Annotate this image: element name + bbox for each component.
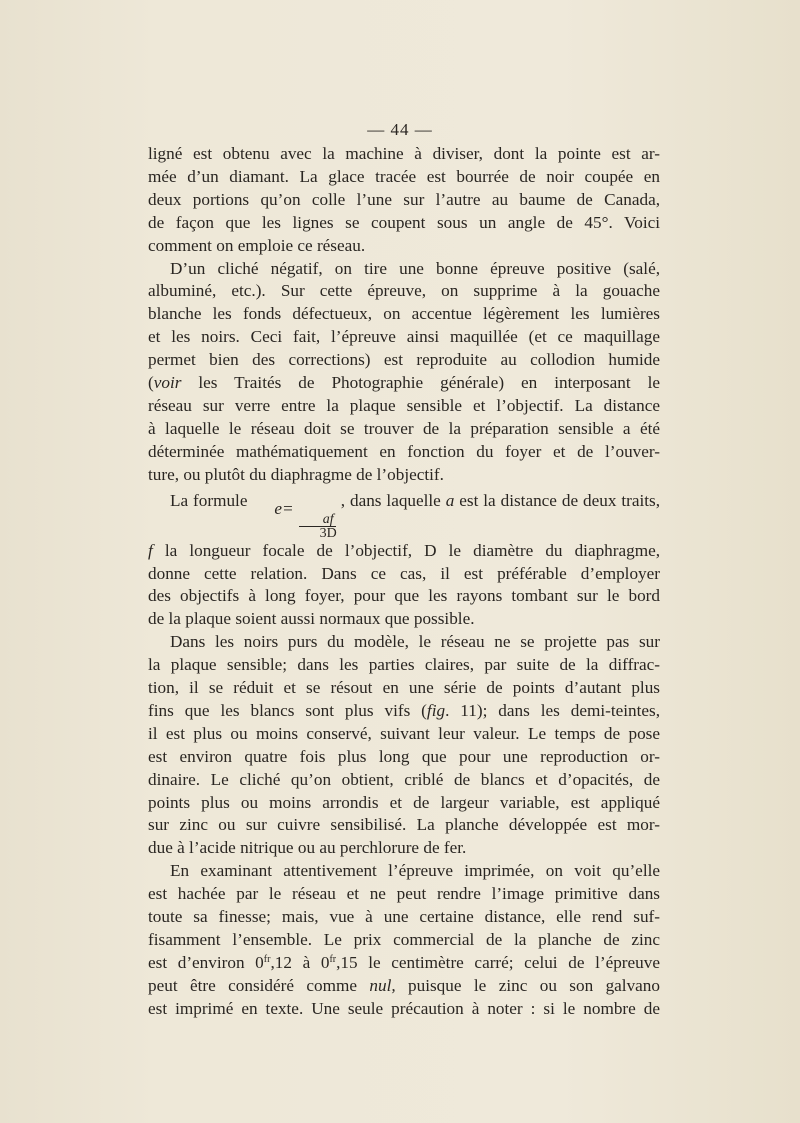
paragraph-1 bbox=[148, 143, 660, 258]
text-line bbox=[148, 700, 660, 723]
text-fragment: , dans laquelle bbox=[340, 490, 446, 510]
text-fragment: la longueur focale de l’objectif, D le diamètre du diaphragme, bbox=[152, 540, 660, 560]
text-line: donne cette relation. Dans ce cas, il est préférable d’employer bbox=[148, 563, 660, 583]
text-line bbox=[148, 975, 660, 998]
text-line: la plaque sensible; dans les parties claires, par suite de la diffrac- bbox=[148, 655, 660, 675]
superscript: fr bbox=[329, 953, 337, 965]
text-line: il est plus ou moins conservé, suivant leur valeur. Le temps de pose bbox=[148, 723, 660, 743]
text-line: et les noirs. Ceci fait, l’épreuve ainsi maquillée (et ce maquillage bbox=[148, 327, 660, 347]
text-fragment: ( bbox=[148, 373, 154, 393]
text-fragment: La formule bbox=[170, 490, 253, 510]
italic-variable: a bbox=[445, 490, 455, 510]
text-line: est hachée par le réseau et ne peut rendre l’image primitive dans bbox=[148, 884, 660, 904]
text-fragment: peut être considéré comme bbox=[148, 975, 370, 995]
text-line: dinaire. Le cliché qu’on obtient, criblé de blancs et d’opacités, de bbox=[148, 769, 660, 789]
page-number: — 44 — bbox=[367, 120, 433, 139]
text-line: albuminé, etc.). Sur cette épreuve, on supprime à la gouache bbox=[148, 281, 660, 301]
body-text bbox=[148, 143, 660, 1021]
text-line: permet bien des corrections) est reproduite au collodion humide bbox=[148, 350, 660, 370]
paragraph-4 bbox=[148, 631, 660, 860]
text-line: D’un cliché négatif, on tire une bonne épreuve positive (salé, bbox=[170, 258, 660, 278]
text-line: comment on emploie ce réseau. bbox=[148, 235, 366, 255]
text-line: deux portions qu’on colle l’une sur l’autre au baume de Canada, bbox=[148, 189, 660, 209]
text-line: En examinant attentivement l’épreuve imprimée, on voit qu’elle bbox=[170, 861, 660, 881]
paragraph-3 bbox=[148, 487, 660, 632]
text-line-formula bbox=[148, 487, 660, 540]
italic-variable: f bbox=[148, 540, 153, 560]
text-fragment: ,15 le centimètre carré; celui de l’épreuve bbox=[336, 952, 660, 972]
text-line bbox=[148, 372, 660, 395]
formula-lhs: e bbox=[274, 498, 283, 518]
text-line: blanche les fonds défectueux, on accentue légèrement les lumières bbox=[148, 304, 660, 324]
formula-denominator: 3D bbox=[319, 525, 337, 541]
text-line: Dans les noirs purs du modèle, le réseau ne se projette pas sur bbox=[170, 632, 660, 652]
text-line: de façon que les lignes se coupent sous un angle de 45°. Voici bbox=[148, 212, 660, 232]
text-line: ligné est obtenu avec la machine à diviser, dont la pointe est ar- bbox=[148, 144, 660, 163]
text-line: due à l’acide nitrique ou au perchlorure de fer. bbox=[148, 838, 467, 858]
text-fragment: ,12 à 0 bbox=[270, 952, 330, 972]
text-line: mée d’un diamant. La glace tracée est bourrée de noir coupée en bbox=[148, 166, 660, 186]
text-line: toute sa finesse; mais, vue à une certaine distance, elle rend suf- bbox=[148, 907, 660, 927]
paragraph-5 bbox=[148, 860, 660, 1020]
text-line: déterminée mathématiquement en fonction du foyer et de l’ouver- bbox=[148, 441, 660, 461]
text-line: des objectifs à long foyer, pour que les rayons tombant sur le bord bbox=[148, 586, 660, 606]
text-fragment: est la distance de deux traits, bbox=[454, 490, 660, 510]
text-fragment: les Traités de Photographie générale) en interposant le bbox=[181, 373, 660, 393]
text-line: est environ quatre fois plus long que pour une reproduction or- bbox=[148, 746, 660, 766]
text-fragment: puisque le zinc ou son galvano bbox=[395, 975, 660, 995]
text-line: de la plaque soient aussi normaux que possible. bbox=[148, 609, 475, 629]
paragraph-2 bbox=[148, 258, 660, 487]
formula-numerator: af bbox=[299, 513, 336, 527]
formula bbox=[252, 495, 340, 540]
text-fragment: fins que les blancs sont plus vifs ( bbox=[148, 700, 427, 720]
formula-equals: = bbox=[282, 498, 294, 518]
text-fragment: . 11); dans les demi-teintes, bbox=[445, 700, 660, 720]
italic-word: nul, bbox=[369, 975, 396, 995]
formula-fraction bbox=[296, 513, 339, 540]
text-line bbox=[148, 952, 660, 975]
text-line: tion, il se réduit et se résout en une série de points d’autant plus bbox=[148, 678, 660, 698]
text-line bbox=[148, 540, 660, 563]
text-fragment: est d’environ 0 bbox=[148, 952, 264, 972]
text-line: sur zinc ou sur cuivre sensibilisé. La planche développée est mor- bbox=[148, 815, 660, 835]
superscript: fr bbox=[263, 953, 271, 965]
text-line: est imprimé en texte. Une seule précaution à noter : si le nombre de bbox=[148, 998, 660, 1018]
text-line: réseau sur verre entre la plaque sensible et l’objectif. La distance bbox=[148, 395, 660, 415]
text-line: points plus ou moins arrondis et de largeur variable, est appliqué bbox=[148, 792, 660, 812]
text-line: fisamment l’ensemble. Le prix commercial de la planche de zinc bbox=[148, 930, 660, 949]
text-line: à laquelle le réseau doit se trouver de la préparation sensible a été bbox=[148, 418, 660, 438]
italic-word: fig bbox=[426, 700, 446, 720]
italic-word: voir bbox=[153, 373, 182, 393]
text-line: ture, ou plutôt du diaphragme de l’objectif. bbox=[148, 464, 444, 484]
